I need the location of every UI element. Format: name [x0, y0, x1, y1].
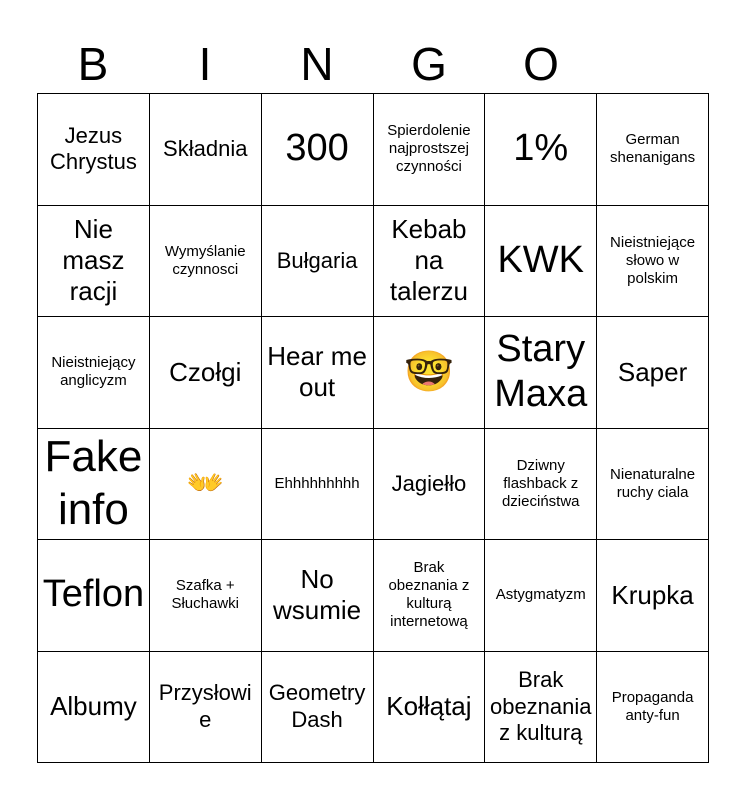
bingo-cell[interactable]: Kołłątaj — [374, 652, 486, 764]
bingo-cell[interactable]: 300 — [262, 94, 374, 206]
bingo-cell[interactable]: Szafka + Słuchawki — [150, 540, 262, 652]
bingo-cell[interactable]: Nieistniejący anglicyzm — [38, 317, 150, 429]
bingo-cell[interactable]: Jezus Chrystus — [38, 94, 150, 206]
bingo-cell[interactable]: No wsumie — [262, 540, 374, 652]
header-letter-n: N — [300, 38, 334, 90]
bingo-cell[interactable]: Fake info — [38, 429, 150, 541]
nerd-face-icon[interactable]: 🤓 — [374, 317, 486, 429]
bingo-cell[interactable]: Nieistniejące słowo w polskim — [597, 206, 709, 318]
open-hands-icon[interactable]: 👐 — [150, 429, 262, 541]
bingo-cell[interactable]: Teflon — [38, 540, 150, 652]
bingo-cell[interactable]: Przysłowie — [150, 652, 262, 764]
header-letter-blank — [597, 34, 709, 94]
header-letter-i: I — [198, 38, 212, 90]
bingo-cell[interactable]: Składnia — [150, 94, 262, 206]
bingo-cell[interactable]: Bułgaria — [262, 206, 374, 318]
bingo-cell[interactable]: KWK — [485, 206, 597, 318]
bingo-cell[interactable]: Hear me out — [262, 317, 374, 429]
bingo-cell[interactable]: Brak obeznania z kulturą internetową — [374, 540, 486, 652]
bingo-cell[interactable]: Albumy — [38, 652, 150, 764]
bingo-cell[interactable]: Krupka — [597, 540, 709, 652]
bingo-header — [37, 34, 709, 94]
bingo-cell[interactable]: Astygmatyzm — [485, 540, 597, 652]
bingo-cell[interactable]: Spierdolenie najprostszej czynności — [374, 94, 486, 206]
bingo-cell[interactable]: Kebab na talerzu — [374, 206, 486, 318]
bingo-cell[interactable]: Propaganda anty-fun — [597, 652, 709, 764]
bingo-cell[interactable]: Nie masz racji — [38, 206, 150, 318]
bingo-board — [37, 93, 709, 763]
bingo-cell[interactable]: Dziwny flashback z dzieciństwa — [485, 429, 597, 541]
bingo-cell[interactable]: Geometry Dash — [262, 652, 374, 764]
header-letter-g: G — [411, 38, 447, 90]
bingo-cell[interactable]: Jagiełło — [374, 429, 486, 541]
bingo-cell[interactable]: Czołgi — [150, 317, 262, 429]
bingo-cell[interactable]: Wymyślanie czynnosci — [150, 206, 262, 318]
bingo-cell[interactable]: Nienaturalne ruchy ciala — [597, 429, 709, 541]
header-letter-o: O — [523, 38, 559, 90]
header-letter-b: B — [77, 38, 109, 90]
bingo-cell[interactable]: Saper — [597, 317, 709, 429]
bingo-cell[interactable]: 1% — [485, 94, 597, 206]
bingo-cell[interactable]: Ehhhhhhhhh — [262, 429, 374, 541]
bingo-cell[interactable]: Stary Maxa — [485, 317, 597, 429]
bingo-cell[interactable]: German shenanigans — [597, 94, 709, 206]
bingo-cell[interactable]: Brak obeznania z kulturą — [485, 652, 597, 764]
